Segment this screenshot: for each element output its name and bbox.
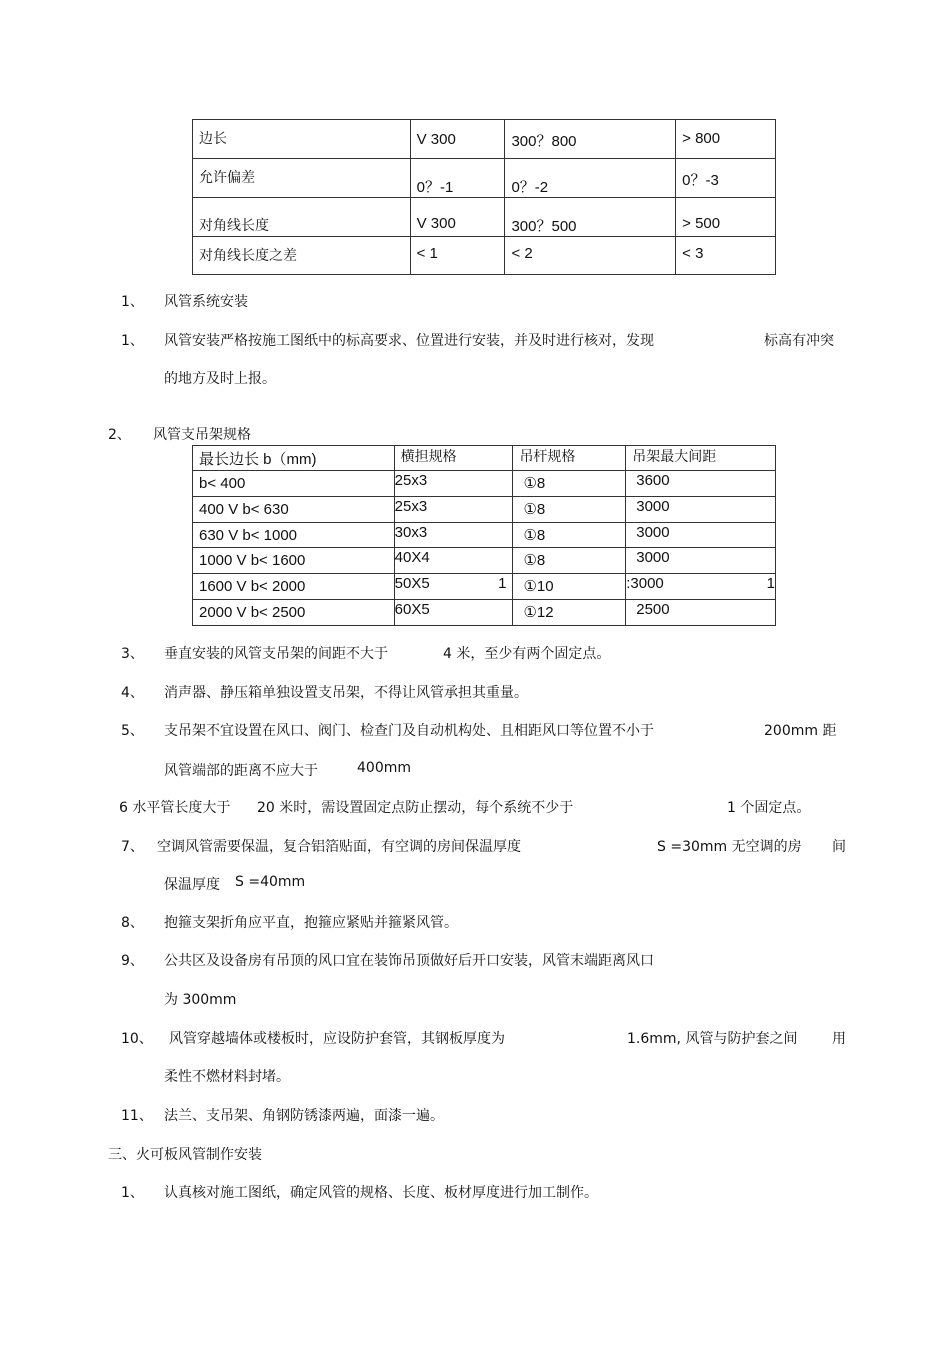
item-text: 6 水平管长度大于 bbox=[119, 800, 231, 816]
table-cell: V 300 bbox=[410, 120, 505, 159]
item-text: 认真核对施工图纸，确定风管的规格、长度、板材厚度进行加工制作。 bbox=[164, 1185, 598, 1201]
item-number: 2、 bbox=[108, 427, 131, 443]
table-cell: ①8 bbox=[513, 497, 626, 523]
table-cell: 40X4 bbox=[394, 548, 513, 574]
item-number: 5、 bbox=[121, 723, 144, 739]
stray-mark: 1 bbox=[766, 575, 775, 592]
table-header: 吊杆规格 bbox=[513, 446, 626, 471]
tolerance-table bbox=[192, 119, 776, 275]
item-text: 空调风管需要保温，复合铝箔贴面，有空调的房间保温厚度 bbox=[157, 839, 521, 855]
item-text: 抱箍支架折角应平直，抱箍应紧贴并箍紧风管。 bbox=[164, 915, 458, 931]
item-text: S =30mm 无空调的房 bbox=[657, 839, 802, 855]
section-title: 风管系统安装 bbox=[164, 294, 248, 310]
item-number: 1、 bbox=[121, 333, 144, 349]
item-number: 3、 bbox=[121, 646, 144, 662]
table-cell: ①10 bbox=[513, 574, 626, 600]
table-row bbox=[193, 574, 776, 600]
item-text: 柔性不燃材料封堵。 bbox=[164, 1069, 290, 1085]
stray-mark: 1 bbox=[498, 575, 507, 592]
table-cell: 0？-2 bbox=[505, 159, 676, 198]
table-cell bbox=[394, 574, 513, 600]
item-number: 7、 bbox=[121, 839, 144, 855]
table-header: 横担规格 bbox=[394, 446, 513, 471]
table-cell-text: :3000 bbox=[626, 575, 664, 592]
table-cell: < 3 bbox=[676, 237, 776, 275]
table-cell: V 300 bbox=[410, 198, 505, 237]
item-text: 1.6mm, 风管与防护套之间 bbox=[627, 1031, 798, 1047]
table-cell bbox=[626, 574, 776, 600]
table-cell-text: 50X5 bbox=[394, 575, 430, 592]
item-number: 8、 bbox=[121, 915, 144, 931]
item-text: 1 个固定点。 bbox=[727, 800, 811, 816]
item-text: 保温厚度 bbox=[164, 877, 220, 893]
item-text: 风管安装严格按施工图纸中的标高要求、位置进行安装，并及时进行核对，发现 bbox=[164, 333, 654, 349]
item-text: 消声器、静压箱单独设置支吊架，不得让风管承担其重量。 bbox=[164, 685, 528, 701]
table-cell: 1000 V b< 1600 bbox=[193, 548, 395, 574]
item-number: 4、 bbox=[121, 685, 144, 701]
table-header: 最长边长 b（mm) bbox=[193, 446, 395, 471]
table-cell: 400 V b< 630 bbox=[193, 497, 395, 523]
item-text: 风管穿越墙体或楼板时，应设防护套管，其钢板厚度为 bbox=[169, 1031, 505, 1047]
item-text: 垂直安装的风管支吊架的间距不大于 bbox=[164, 646, 388, 662]
item-text: 公共区及设备房有吊顶的风口宜在装饰吊顶做好后开口安装，风管末端距离风口 bbox=[164, 953, 654, 969]
item-text: 风管端部的距离不应大于 bbox=[164, 763, 318, 779]
item-text: 400mm bbox=[357, 760, 411, 776]
section-number: 1、 bbox=[121, 294, 144, 310]
table-cell: ①8 bbox=[513, 548, 626, 574]
item-text: 20 米时，需设置固定点防止摆动，每个系统不少于 bbox=[257, 800, 574, 816]
table-cell: 0？-3 bbox=[676, 159, 776, 198]
table-cell: 0？-1 bbox=[410, 159, 505, 198]
item-text: 法兰、支吊架、角钢防锈漆两遍，面漆一遍。 bbox=[164, 1108, 444, 1124]
table-cell: 60X5 bbox=[394, 600, 513, 626]
item-text: 200mm 距 bbox=[764, 723, 837, 739]
table-row bbox=[193, 497, 776, 523]
item-text: 用 bbox=[832, 1031, 846, 1047]
table-cell: 25x3 bbox=[394, 471, 513, 497]
table-cell: 边长 bbox=[193, 120, 411, 159]
table-cell: ①8 bbox=[513, 523, 626, 548]
table-cell: 2500 bbox=[626, 600, 776, 626]
item-text: 为 300mm bbox=[164, 992, 237, 1008]
table-row bbox=[193, 548, 776, 574]
table-cell: ①12 bbox=[513, 600, 626, 626]
item-title: 风管支吊架规格 bbox=[153, 427, 251, 443]
table-row bbox=[193, 471, 776, 497]
item-text: S =40mm bbox=[235, 874, 306, 890]
item-number: 10、 bbox=[121, 1031, 153, 1047]
item-text: 间 bbox=[832, 839, 846, 855]
table-cell: 300？500 bbox=[505, 198, 676, 237]
item-text: 4 米，至少有两个固定点。 bbox=[443, 646, 611, 662]
table-cell: < 1 bbox=[410, 237, 505, 275]
item-number: 1、 bbox=[121, 1185, 144, 1201]
table-cell: 对角线长度之差 bbox=[193, 237, 411, 275]
table-cell: < 2 bbox=[505, 237, 676, 275]
table-cell: ①8 bbox=[513, 471, 626, 497]
table-cell: 3000 bbox=[626, 523, 776, 548]
table-cell: 1600 V b< 2000 bbox=[193, 574, 395, 600]
support-spec-table bbox=[192, 445, 776, 626]
item-number: 11、 bbox=[121, 1108, 153, 1124]
table-cell: 允许偏差 bbox=[193, 159, 411, 198]
table-cell: > 500 bbox=[676, 198, 776, 237]
item-text: 标高有冲突 bbox=[764, 333, 834, 349]
table-cell: 630 V b< 1000 bbox=[193, 523, 395, 548]
table-cell: 对角线长度 bbox=[193, 198, 411, 237]
table-cell: b< 400 bbox=[193, 471, 395, 497]
table-row bbox=[193, 600, 776, 626]
item-text: 支吊架不宜设置在风口、阀门、检查门及自动机构处、且相距风口等位置不小于 bbox=[164, 723, 654, 739]
section-title: 三、火可板风管制作安装 bbox=[108, 1147, 262, 1163]
table-row bbox=[193, 523, 776, 548]
table-cell: 3600 bbox=[626, 471, 776, 497]
table-cell: 25x3 bbox=[394, 497, 513, 523]
item-number: 9、 bbox=[121, 953, 144, 969]
table-cell: 2000 V b< 2500 bbox=[193, 600, 395, 626]
table-cell: 300？800 bbox=[505, 120, 676, 159]
table-cell: > 800 bbox=[676, 120, 776, 159]
table-cell: 3000 bbox=[626, 497, 776, 523]
table-cell: 30x3 bbox=[394, 523, 513, 548]
table-header: 吊架最大间距 bbox=[626, 446, 776, 471]
table-cell: 3000 bbox=[626, 548, 776, 574]
item-text: 的地方及时上报。 bbox=[164, 371, 276, 387]
